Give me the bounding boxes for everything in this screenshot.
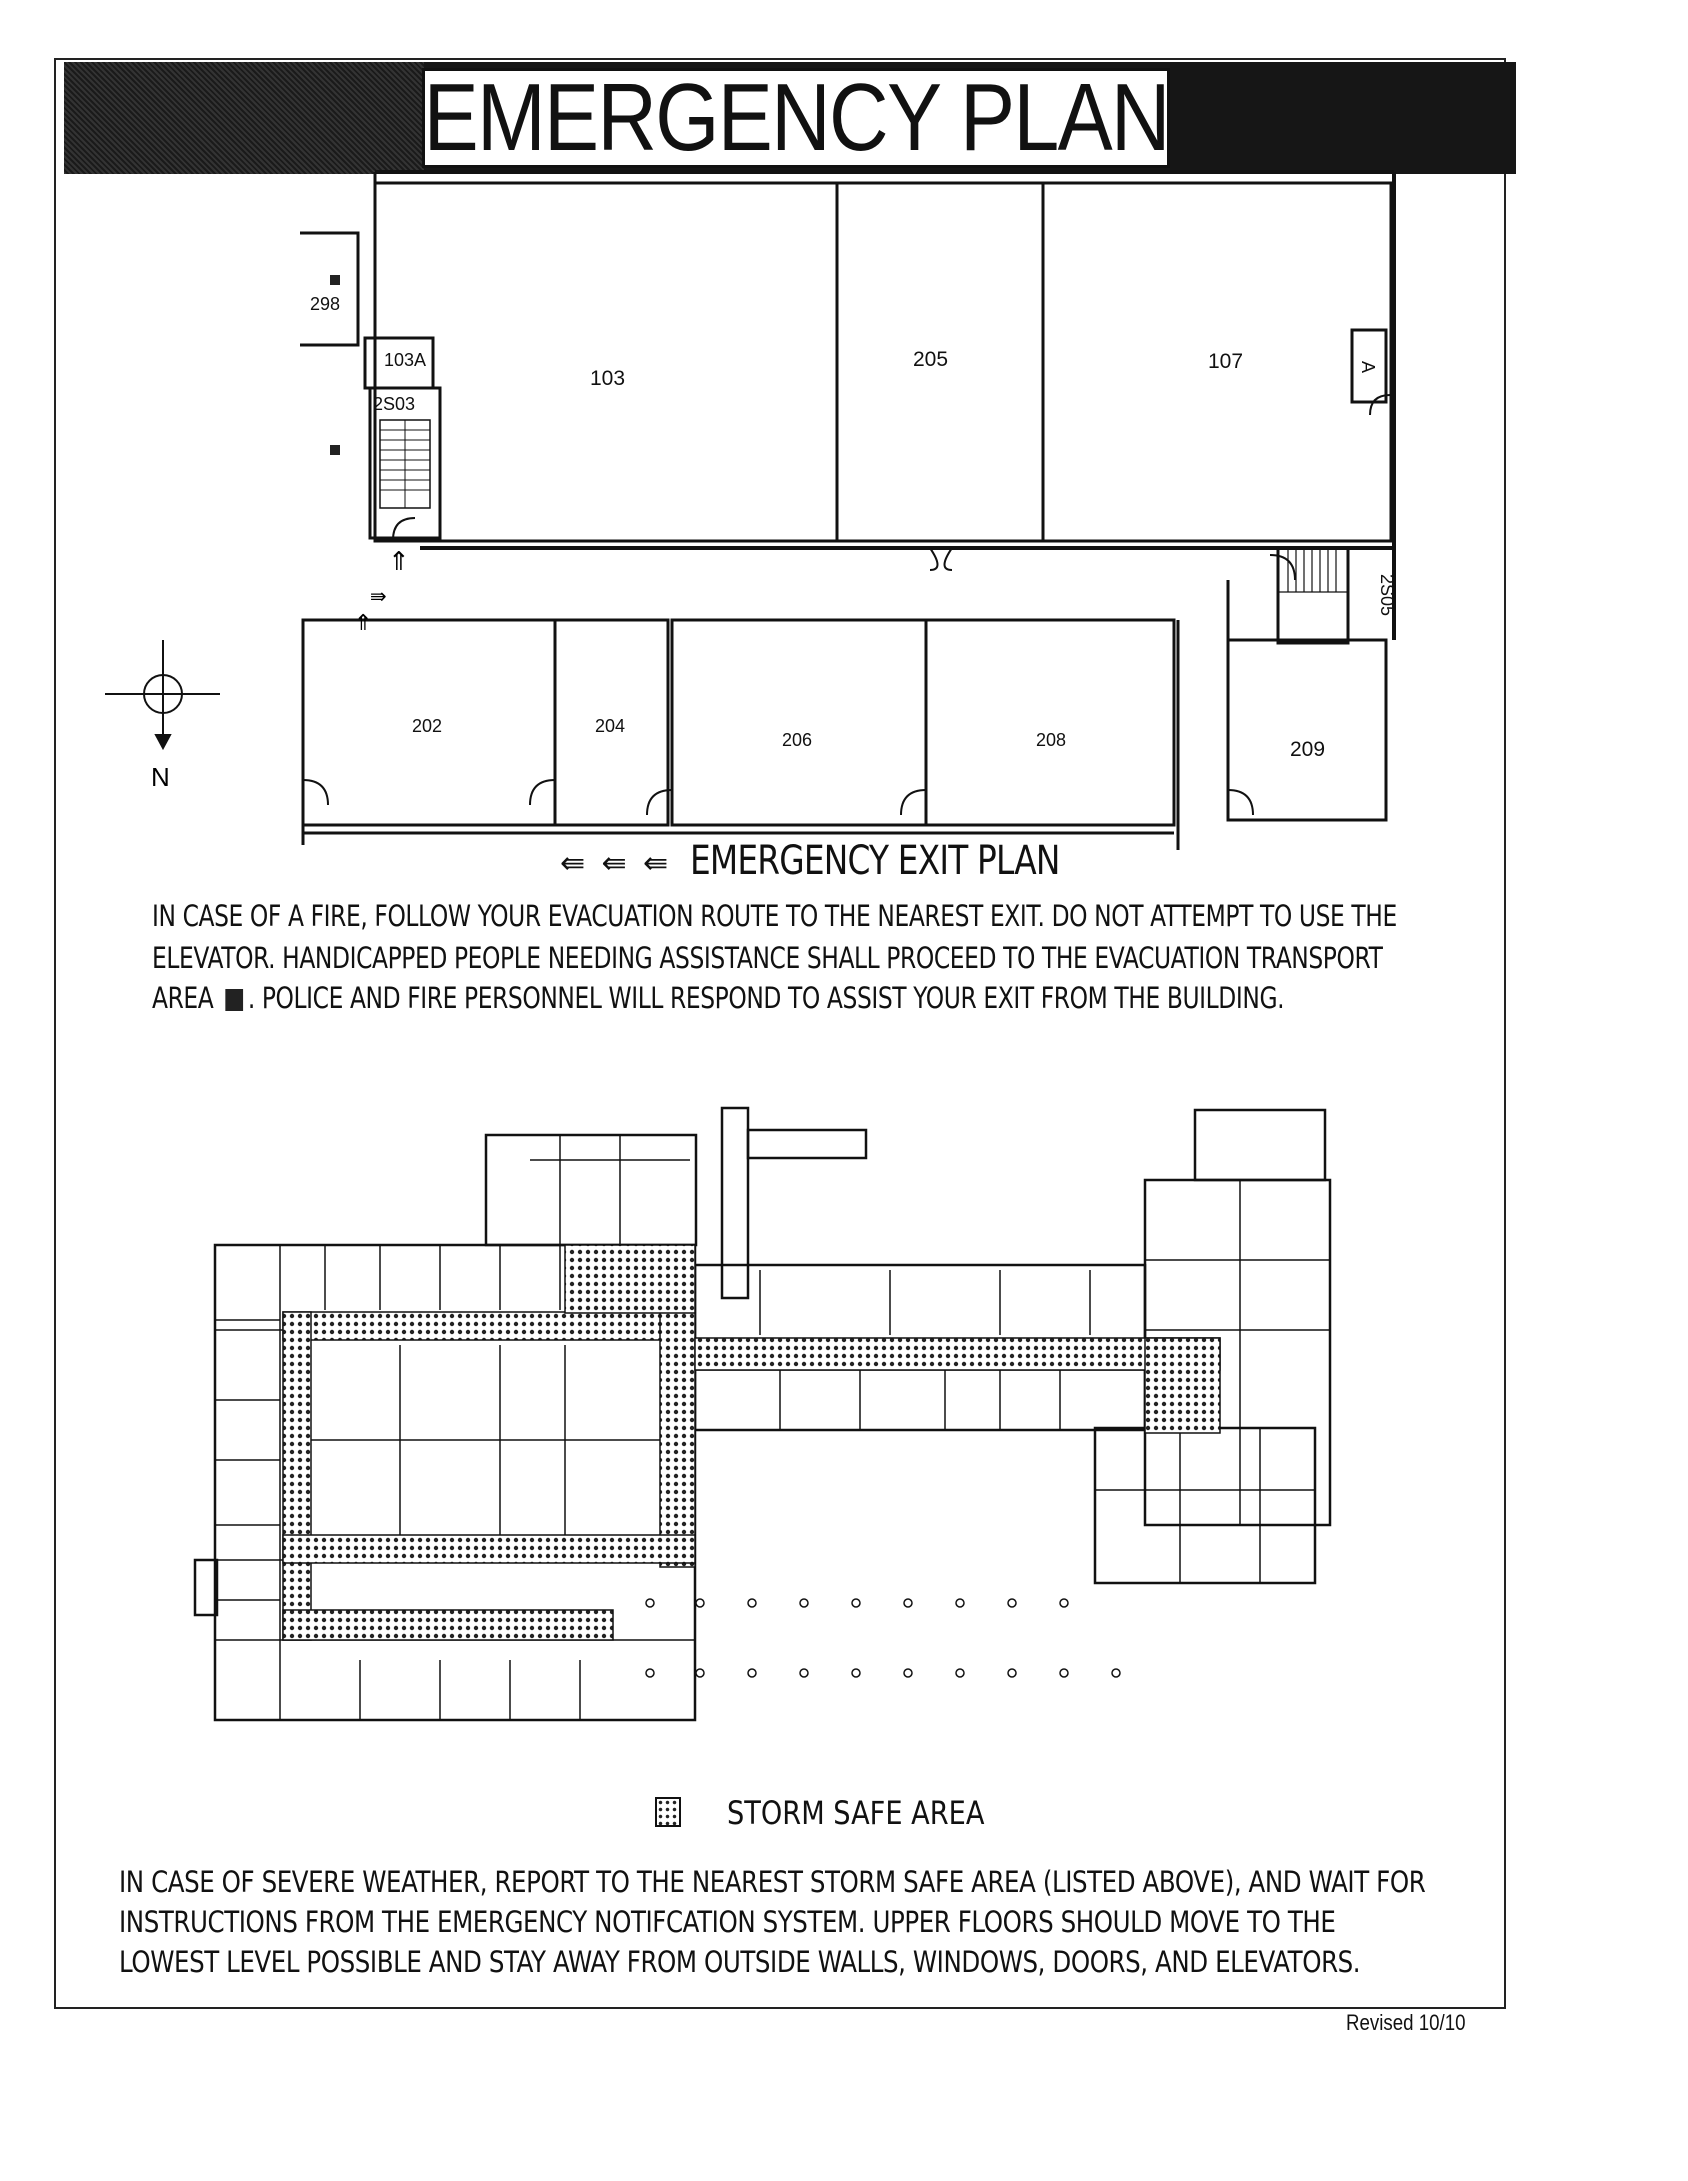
exit-direction-arrows: ⇚ ⇚ ⇚ <box>560 847 673 880</box>
room-label-298: 298 <box>310 294 341 314</box>
storm-instructions-line-2: INSTRUCTIONS FROM THE EMERGENCY NOTIFCATION SYSTEM. UPPER FLOORS SHOULD MOVE TO THE <box>119 1905 1336 1939</box>
page-title: EMERGENCY PLAN <box>423 64 1169 171</box>
fire-instructions-area: AREA <box>152 981 214 1015</box>
elevator-label: A <box>1358 361 1378 374</box>
fire-instructions-line-2: ELEVATOR. HANDICAPPED PEOPLE NEEDING ASSISTANCE SHALL PROCEED TO THE EVACUATION TRANSPORT <box>152 941 1383 975</box>
room-label-103a: 103A <box>384 350 427 370</box>
canopy-columns <box>646 1599 1120 1677</box>
storm-safe-legend-swatch <box>655 1797 681 1827</box>
revised-date: Revised 10/10 <box>1346 2010 1466 2035</box>
fire-instructions-line-1: IN CASE OF A FIRE, FOLLOW YOUR EVACUATION ROUTE TO THE NEAREST EXIT. DO NOT ATTEMPT TO USE THE <box>152 899 1397 933</box>
exit-arrow-icon: ⇑ <box>388 547 410 577</box>
exit-arrow-icon: ⇑ <box>354 611 373 636</box>
room-209 <box>1228 640 1386 820</box>
room-label-208: 208 <box>1036 730 1067 750</box>
room-206 <box>672 620 926 825</box>
room-label-2s05: 2S05 <box>1377 574 1397 617</box>
transport-area-icon <box>330 275 340 285</box>
compass-icon <box>105 640 220 748</box>
room-label-202: 202 <box>412 716 443 736</box>
storm-safe-corridors <box>283 1245 1220 1640</box>
fire-instructions-line-3-rest: . POLICE AND FIRE PERSONNEL WILL RESPOND TO ASSIST YOUR EXIT FROM THE BUILDING. <box>247 981 1285 1015</box>
room-label-209: 209 <box>1290 738 1326 761</box>
room-label-103: 103 <box>590 367 626 390</box>
exit-plan-heading: EMERGENCY EXIT PLAN <box>690 838 1060 884</box>
compass-label: N <box>151 762 170 792</box>
room-label-206: 206 <box>782 730 813 750</box>
room-label-107: 107 <box>1208 350 1244 373</box>
room-103 <box>375 183 837 541</box>
room-208 <box>926 620 1174 825</box>
room-label-2s03: 2S03 <box>373 394 416 414</box>
room-label-204: 204 <box>595 716 626 736</box>
storm-safe-legend-label: STORM SAFE AREA <box>727 1794 985 1832</box>
transport-area-icon <box>330 445 340 455</box>
fire-instructions-line-3 <box>152 978 1284 1018</box>
storm-instructions-line-1: IN CASE OF SEVERE WEATHER, REPORT TO THE NEAREST STORM SAFE AREA (LISTED ABOVE), AND WAIT FOR <box>119 1865 1426 1899</box>
exit-arrow-icon: ⇛ <box>370 584 387 608</box>
storm-instructions-line-3: LOWEST LEVEL POSSIBLE AND STAY AWAY FROM OUTSIDE WALLS, WINDOWS, DOORS, AND ELEVATORS. <box>119 1945 1361 1979</box>
room-label-205: 205 <box>913 348 949 371</box>
transport-area-icon <box>225 989 243 1011</box>
